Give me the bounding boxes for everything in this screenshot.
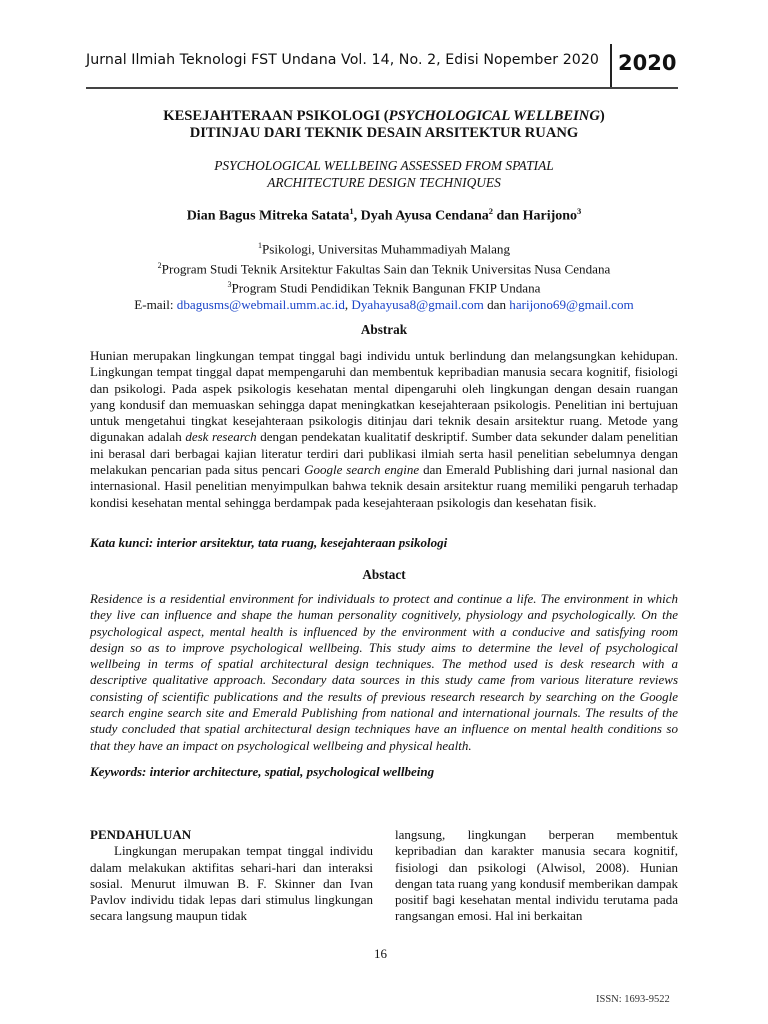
kata-kunci: Kata kunci: interior arsitektur, tata ruang, kesejahteraan psikologi <box>90 535 448 550</box>
intro-right-column: langsung, lingkungan berperan membentuk kepribadian dan karakter manusia secara kognitif, fisiologi dan psikologi (Alwisol, 2008). Hunian dengan tata ruang yang kondusif memberikan dampak positif bagi kesehatan mental individu terutama pada rangsangan emosi. Hal ini berkaitan <box>395 827 678 924</box>
header-year: 2020 <box>618 51 677 75</box>
authors-line: Dian Bagus Mitreka Satata$^1$, Dyah Ayusa Cendana$^2$ dan Harijono$^3$ <box>186 206 582 224</box>
affiliation-1: $^1$Psikologi, Universitas Muhammadiyah Malang <box>257 241 511 257</box>
abstrak-paragraph: Hunian merupakan lingkungan tempat tinggal bagi individu untuk berlindung dan melangsungkan kehidupan. Lingkungan tempat tinggal dapat mempengaruhi dan membentuk kepribadian manusia secara kognitif, fisiologi dan psikologi. Pada aspek psikologis kesehatan mental dipengaruhi oleh lingkungan dengan desain ruangan yang kondusif dan memuaskan sehingga dapat meningkatkan kesejahteraan psikologis. Penelitian ini bertujuan untuk mengetahui tingkat kesejahteraan psikologis ditinjau dari teknik desain arsitektur ruang. Metode yang digunakan adalah desk research dengan pendekatan kualitatif deskriptif. Sumber data sekunder dalam penelitian ini berasal dari berbagai kajian literatur terdiri dari publikasi ilmiah serta hasil penelitian sebelumnya dengan melakukan pencarian pada situs pencari Google search engine dan Emerald Publishing dari jurnal nasional dan internasional. Hasil penelitian menyimpulkan bahwa teknik desain arsitektur ruang memiliki pengaruh terhadap kondisi kesehatan mental sehingga berdampak pada kesejahteraan psikologis dan kesehatan fisik. <box>90 348 678 510</box>
journal-header <box>86 52 678 90</box>
affiliation-3: $^3$Program Studi Pendidikan Teknik Bangunan FKIP Undana <box>227 280 541 296</box>
header-divider <box>610 44 612 88</box>
paper-subtitle: PSYCHOLOGICAL WELLBEING ASSESSED FROM SPATIAL ARCHITECTURE DESIGN TECHNIQUES <box>214 158 554 190</box>
abstrak-heading: Abstrak <box>360 322 408 337</box>
journal-name: Jurnal Ilmiah Teknologi FST Undana Vol. 14, No. 2, Edisi Nopember 2020 <box>86 52 600 68</box>
page-number: 16 <box>374 946 387 961</box>
email-link-3[interactable]: harijono69@gmail.com <box>509 296 634 312</box>
affiliations <box>90 238 678 313</box>
email-link-1[interactable]: dbagusms@webmail.umm.ac.id <box>176 296 345 312</box>
email-link-2[interactable]: Dyahayusa8@gmail.com <box>351 296 484 312</box>
affiliation-2: $^2$Program Studi Teknik Arsitektur Fakultas Sain dan Teknik Universitas Nusa Cendana <box>157 260 611 277</box>
abstract-paragraph: Residence is a residential environment for individuals to protect and continue a life. The environment in which they live can influence and shape the human personality cognitively, physiology and psychologically. On the psychological aspect, mental health is influenced by the environment with a conducive and satisfying room design so as to improve psychological wellbeing. This study aims to determine the level of psychological wellbeing in terms of spatial architectural design techniques. The method used is desk research with a descriptive qualitative approach. Secondary data sources in this study came from various literature reviews consisting of scientific publications and the results of previous research research by searching on the Google search engine search site and Emerald Publishing from national and international journals. The results of the study concluded that spatial architectural design techniques have an influence on mental health conditions so that they have an impact on psychological wellbeing and physical health. <box>90 591 678 753</box>
intro-left-column: PENDAHULUAN Lingkungan merupakan tempat tinggal individu dalam melakukan aktifitas sehari-hari dan interaksi sosial. Menurut ilmuwan B. F. Skinner dan Ivan Pavlov individu tidak lepas dari stimulus lingkungan secara langsung maupun tidak <box>90 827 373 924</box>
header-rule <box>86 87 678 89</box>
keywords: Keywords: interior architecture, spatial, psychological wellbeing <box>90 764 435 779</box>
intro-heading: PENDAHULUAN <box>90 827 192 842</box>
email-line: E-mail: dbagusms@webmail.umm.ac.id, Dyahayusa8@gmail.com dan harijono69@gmail.com <box>134 296 634 312</box>
paper-title: KESEJAHTERAAN PSIKOLOGI (PSYCHOLOGICAL WELLBEING) DITINJAU DARI TEKNIK DESAIN ARSITEKTUR RUANG <box>163 108 605 141</box>
issn: ISSN: 1693-9522 <box>596 994 670 1005</box>
abstract-heading: Abstact <box>362 567 406 582</box>
